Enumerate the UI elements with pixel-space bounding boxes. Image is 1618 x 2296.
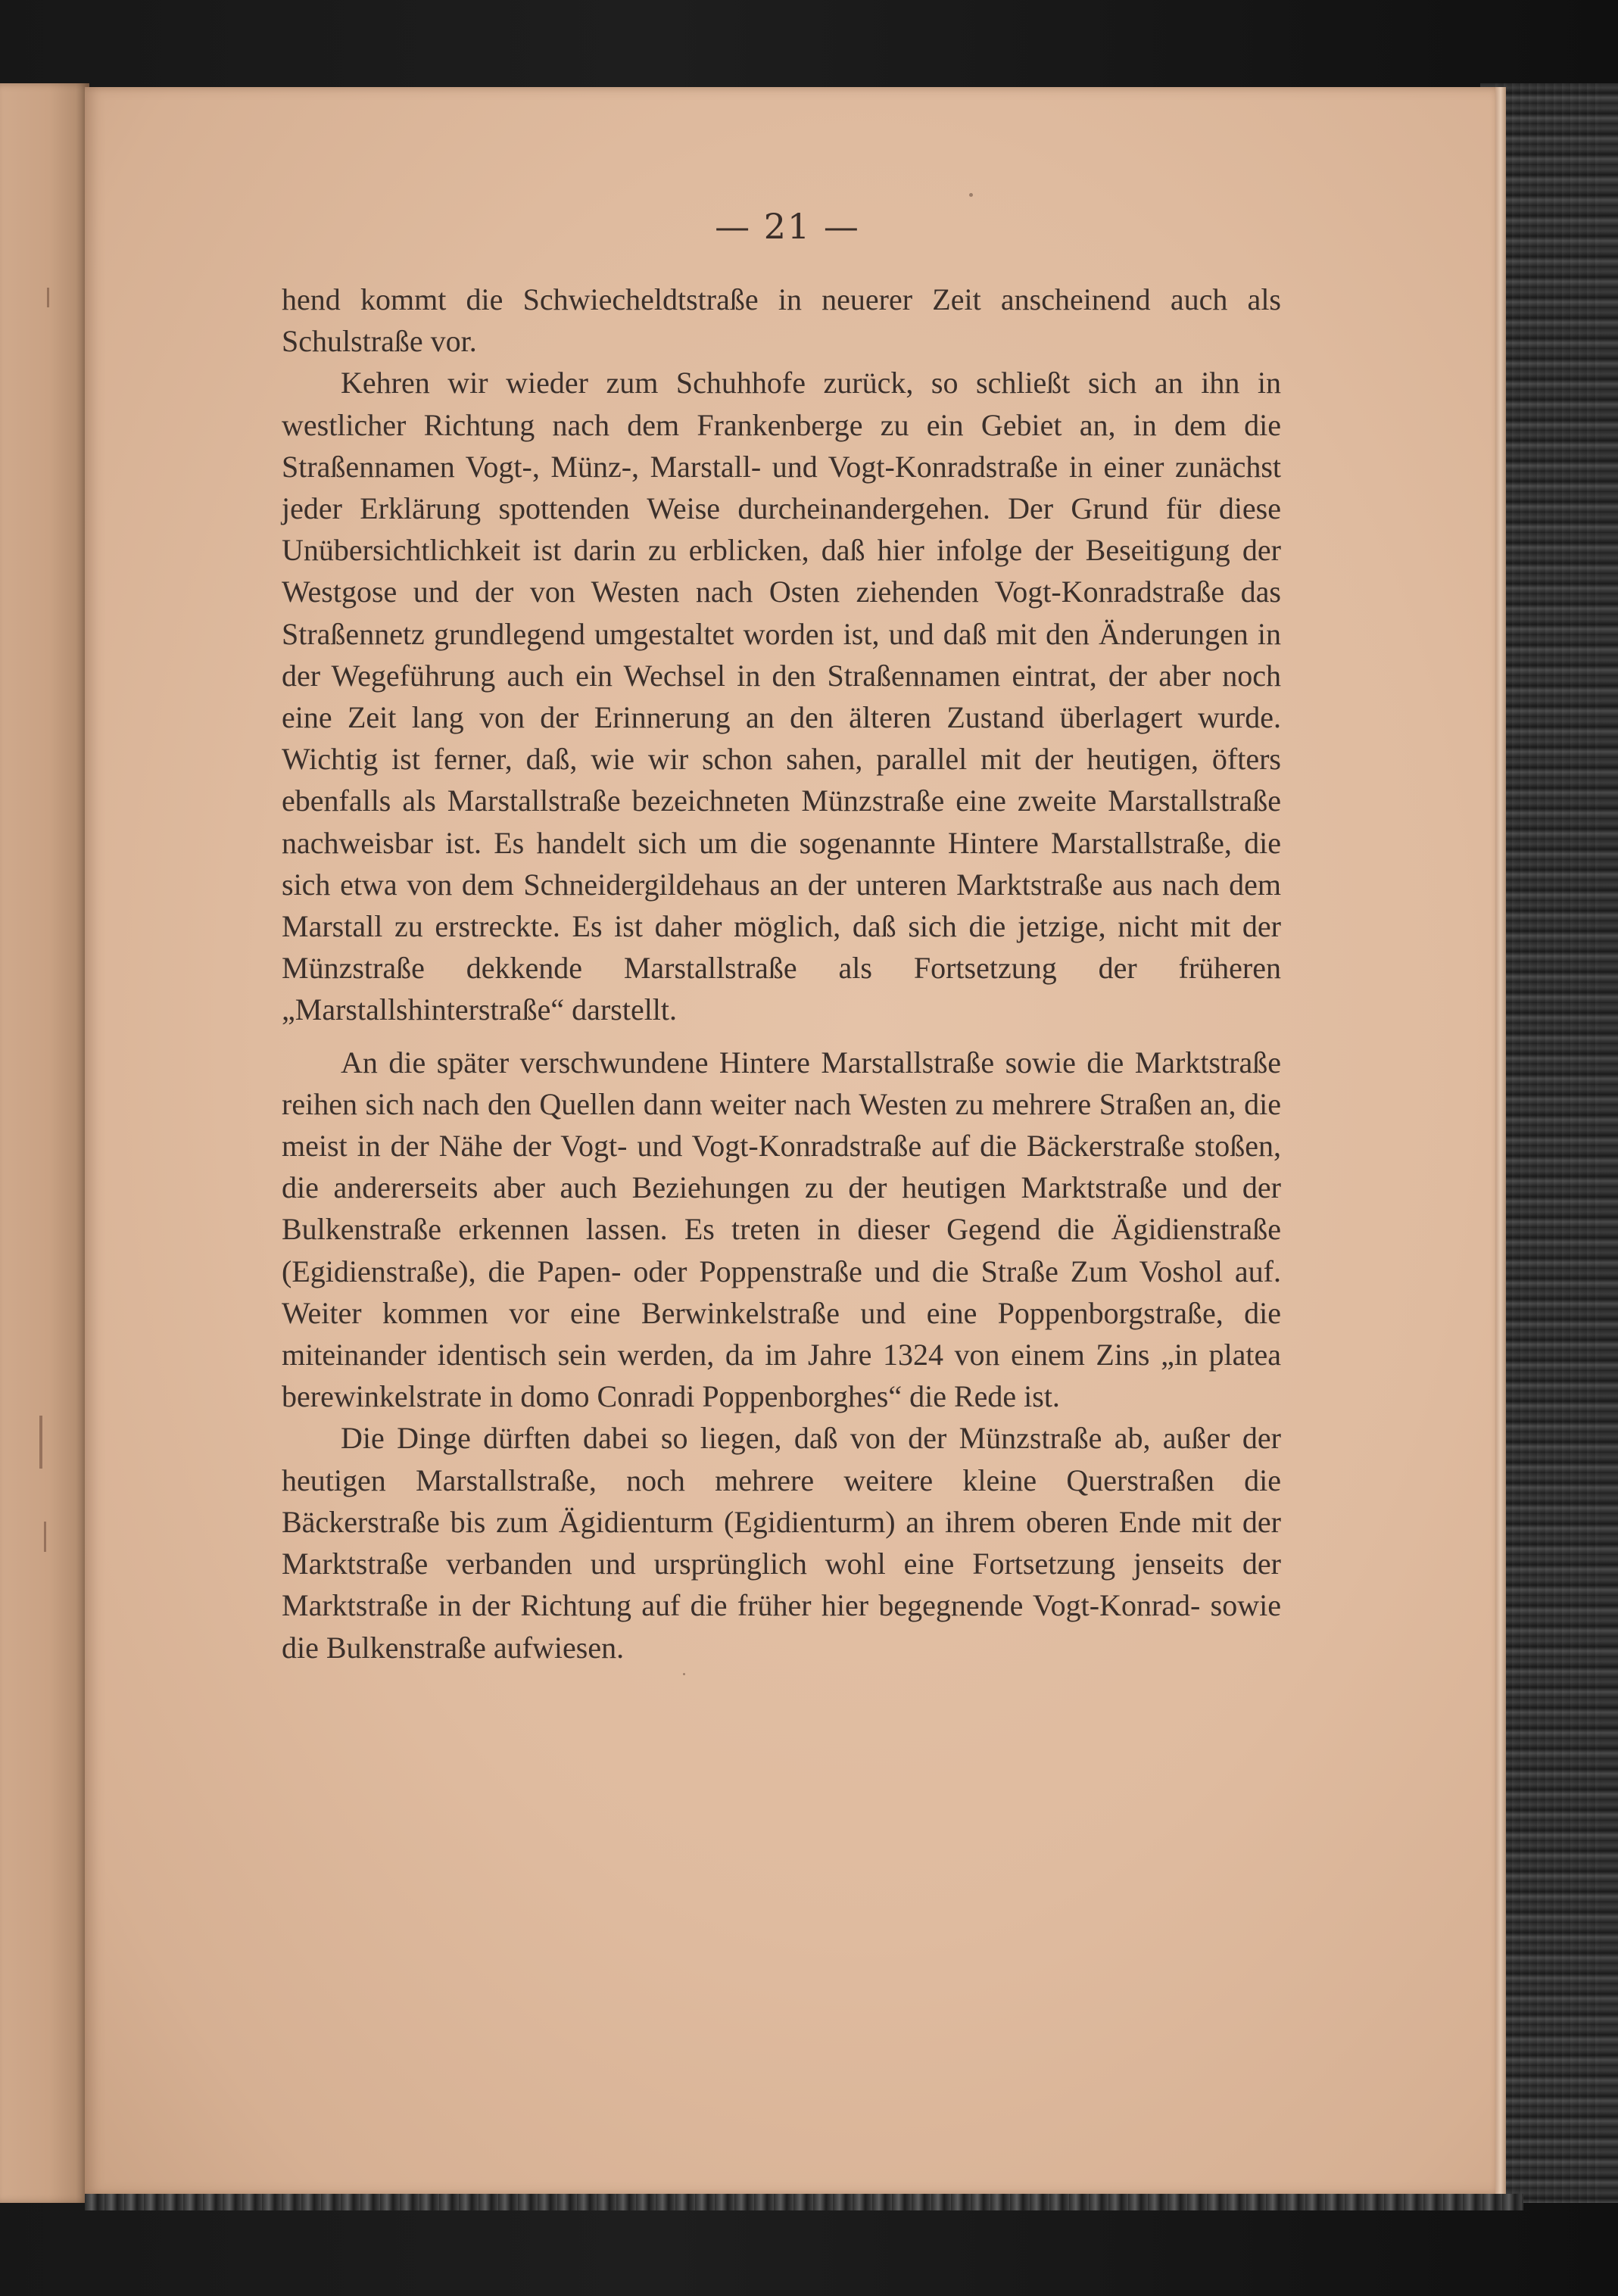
page-number: — 21 —	[715, 206, 860, 247]
bottom-cover-edge	[85, 2194, 1523, 2210]
facing-page-edge	[0, 83, 89, 2203]
paragraph: An die später verschwundene Hintere Marstallstraße sowie die Marktstraße reihen sich nach den Quellen dann weiter nach Westen zu mehrere Straßen an, die meist in der Nähe der Vogt- und Vogt-Konradstraße auf die Bäckerstraße stoßen, die andererseits aber auch Beziehungen zu der heutigen Marktstraße und der Bulkenstraße erkennen lassen. Es treten in dieser Gegend die Ägidienstraße (Egidienstraße), die Papen- oder Poppenstraße und die Straße Zum Voshol auf. Weiter kommen vor eine Berwinkelstraße und eine Poppenborgstraße, die miteinander identisch sein werden, da im Jahre 1324 von einem Zins „in platea berewinkelstrate in domo Conradi Poppenborghes“ die Rede ist.	[282, 1045, 1281, 1414]
page-body-text	[282, 279, 1281, 1668]
paragraph: Kehren wir wieder zum Schuhhofe zurück, so schließt sich an ihn in westlicher Richtung nach dem Frankenberge zu ein Gebiet an, in dem die Straßennamen Vogt-, Münz-, Marstall- und Vogt-Konradstraße in einer zunächst jeder Erklärung spottenden Weise durcheinandergehen. Der Grund für diese Unübersichtlichkeit ist darin zu erblicken, daß hier infolge der Beseitigung der Westgose und der von Westen nach Osten ziehenden Vogt-Konradstraße das Straßennetz grundlegend umgestaltet worden ist, und daß mit den Änderungen in der Wegeführung auch ein Wechsel in den Straßennamen eintrat, der aber noch eine Zeit lang von der Erinnerung an den älteren Zustand überlagert wurde. Wichtig ist ferner, daß, wie wir schon sahen, parallel mit der heutigen, öfters ebenfalls als Marstallstraße bezeichneten Münzstraße eine zweite Marstallstraße nachweisbar ist. Es handelt sich um die sogenannte Hintere Marstallstraße, die sich etwa von dem Schneidergildehaus an der unteren Marktstraße aus nach dem Marstall zu erstreckte. Es ist daher möglich, daß sich die jetzige, nicht mit der Münzstraße dekkende Marstallstraße als Fortsetzung der früheren „Marstallshinterstraße“ darstellt.	[282, 366, 1281, 1027]
page-edge	[1495, 87, 1506, 2199]
paragraph-continuation: hend kommt die Schwiecheldtstraße in neuerer Zeit anscheinend auch als Schulstraße vor.	[282, 282, 1281, 359]
paragraph: Die Dinge dürften dabei so liegen, daß von der Münzstraße ab, außer der heutigen Marstallstraße, noch mehrere weitere kleine Querstraßen die Bäckerstraße bis zum Ägidienturm (Egidienturm) an ihrem oberen Ende mit der Marktstraße verbanden und ursprünglich wohl eine Fortsetzung jenseits der Marktstraße in der Richtung auf die früher hier begegnende Vogt-Konrad- sowie die Bulkenstraße aufwiesen.	[282, 1421, 1281, 1665]
